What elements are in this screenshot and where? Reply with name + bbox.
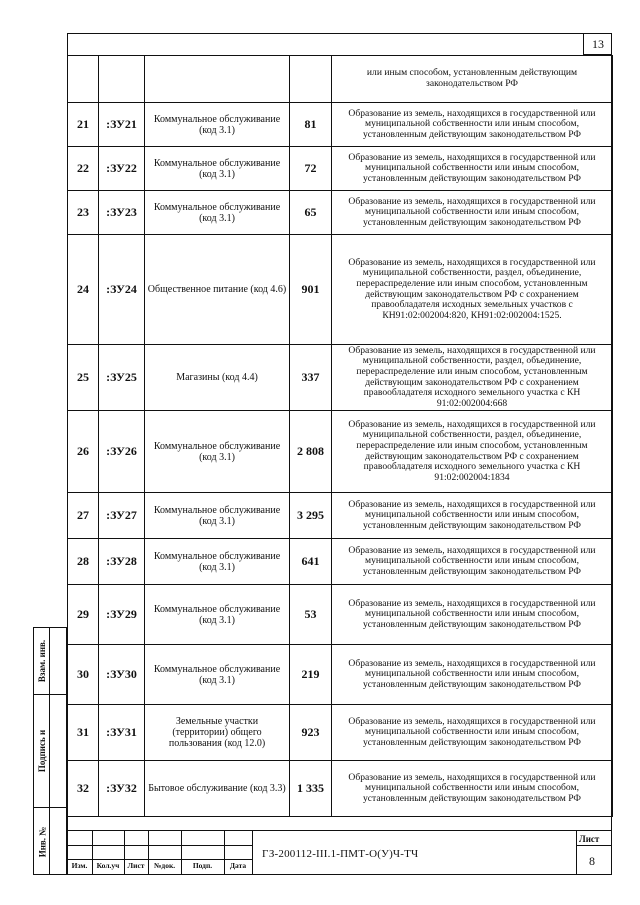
formation-method: Образование из земель, находящихся в государственной или муниципальной собственности или иным способом, установленным действующим законодательством РФ	[332, 493, 613, 539]
formation-method: Образование из земель, находящихся в государственной или муниципальной собственности или иным способом, установленным действующим законодательством РФ	[332, 585, 613, 645]
side-label-signature: Подпись и	[34, 695, 51, 808]
permitted-use: Земельные участки (территории) общего пользования (код 12.0)	[145, 705, 290, 761]
permitted-use: Бытовое обслуживание (код 3.3)	[145, 761, 290, 817]
table-row	[68, 103, 613, 147]
carry-over-row	[68, 56, 613, 103]
plot-area: 65	[290, 191, 332, 235]
row-number: 27	[68, 493, 99, 539]
table-row	[68, 345, 613, 411]
plot-area: 923	[290, 705, 332, 761]
permitted-use: Коммунальное обслуживание (код 3.1)	[145, 645, 290, 705]
formation-method: Образование из земель, находящихся в государственной или муниципальной собственности или иным способом, установленным действующим законодательством РФ	[332, 539, 613, 585]
plot-area: 3 295	[290, 493, 332, 539]
plot-area: 72	[290, 147, 332, 191]
table-row	[68, 585, 613, 645]
table-row	[68, 191, 613, 235]
formation-method: Образование из земель, находящихся в государственной или муниципальной собственности или иным способом, установленным действующим законодательством РФ	[332, 761, 613, 817]
plot-area: 2 808	[290, 411, 332, 493]
formation-method: Образование из земель, находящихся в государственной или муниципальной собственности, раздел, объединение, перераспределение или иным способом, установленным действующим законодательством РФ с сохранением правообладателя исходного земельного участка с КН 91:02:002004:668	[332, 345, 613, 411]
table-row	[68, 235, 613, 345]
plot-area: 219	[290, 645, 332, 705]
permitted-use: Коммунальное обслуживание (код 3.1)	[145, 493, 290, 539]
page-number: 13	[583, 33, 612, 55]
row-number: 28	[68, 539, 99, 585]
table-row	[68, 411, 613, 493]
permitted-use: Коммунальное обслуживание (код 3.1)	[145, 411, 290, 493]
land-plots-table	[67, 55, 613, 817]
plot-code: :ЗУ23	[99, 191, 145, 235]
stamp-col-change: Изм.	[71, 861, 88, 870]
formation-method: Образование из земель, находящихся в государственной или муниципальной собственности, раздел, объединение, перераспределение или иным способом, установленным действующим законодательством РФ с сохранением правообладателя исходных земельных участков с КН91:02:002004:820, КН91:02:002004:1525.	[332, 235, 613, 345]
table-row	[68, 539, 613, 585]
plot-area: 641	[290, 539, 332, 585]
table-row	[68, 147, 613, 191]
row-number: 22	[68, 147, 99, 191]
row-number: 25	[68, 345, 99, 411]
stamp-col-doc: №док.	[153, 861, 176, 870]
formation-method: Образование из земель, находящихся в государственной или муниципальной собственности или иным способом, установленным действующим законодательством РФ	[332, 103, 613, 147]
stamp-col-date: Дата	[229, 861, 247, 870]
table-row	[68, 761, 613, 817]
plot-area: 337	[290, 345, 332, 411]
row-number: 21	[68, 103, 99, 147]
plot-code: :ЗУ27	[99, 493, 145, 539]
stamp-col-signature: Подп.	[192, 861, 213, 870]
formation-method: Образование из земель, находящихся в государственной или муниципальной собственности, раздел, объединение, перераспределение или иным способом, установленным действующим законодательством РФ с сохранением правообладателя исходного земельного участка с КН 91:02:002004:1834	[332, 411, 613, 493]
row-number: 23	[68, 191, 99, 235]
plot-code: :ЗУ25	[99, 345, 145, 411]
document-code: ГЗ-200112-III.1-ПМТ-О(У)Ч-ТЧ	[262, 848, 419, 860]
plot-area: 901	[290, 235, 332, 345]
stamp-col-sheet: Лист	[127, 861, 145, 870]
plot-area: 81	[290, 103, 332, 147]
permitted-use: Магазины (код 4.4)	[145, 345, 290, 411]
formation-method: Образование из земель, находящихся в государственной или муниципальной собственности или иным способом, установленным действующим законодательством РФ	[332, 645, 613, 705]
formation-method: Образование из земель, находящихся в государственной или муниципальной собственности или иным способом, установленным действующим законодательством РФ	[332, 705, 613, 761]
stamp-col-count: Кол.уч	[96, 861, 120, 870]
plot-code: :ЗУ21	[99, 103, 145, 147]
side-label-replacement: Взам. инв.	[34, 628, 51, 695]
sheet-label: Лист	[579, 834, 600, 844]
row-number: 31	[68, 705, 99, 761]
side-label-inventory: Инв. №	[37, 826, 48, 858]
table-row	[68, 493, 613, 539]
side-stamp	[33, 627, 67, 875]
formation-method: Образование из земель, находящихся в государственной или муниципальной собственности или иным способом, установленным действующим законодательством РФ	[332, 147, 613, 191]
row-number: 24	[68, 235, 99, 345]
row-number: 30	[68, 645, 99, 705]
plot-code: :ЗУ29	[99, 585, 145, 645]
permitted-use: Коммунальное обслуживание (код 3.1)	[145, 539, 290, 585]
permitted-use: Общественное питание (код 4.6)	[145, 235, 290, 345]
table-row	[68, 705, 613, 761]
table-row	[68, 645, 613, 705]
row-number: 26	[68, 411, 99, 493]
sheet-number: 8	[589, 854, 595, 868]
formation-method: Образование из земель, находящихся в государственной или муниципальной собственности или иным способом, установленным действующим законодательством РФ	[332, 191, 613, 235]
plot-code: :ЗУ31	[99, 705, 145, 761]
carry-over-text: или иным способом, установленным действующим законодательством РФ	[332, 56, 613, 103]
plot-code: :ЗУ26	[99, 411, 145, 493]
permitted-use: Коммунальное обслуживание (код 3.1)	[145, 585, 290, 645]
permitted-use: Коммунальное обслуживание (код 3.1)	[145, 147, 290, 191]
row-number: 32	[68, 761, 99, 817]
plot-code: :ЗУ32	[99, 761, 145, 817]
plot-code: :ЗУ30	[99, 645, 145, 705]
row-number: 29	[68, 585, 99, 645]
plot-area: 1 335	[290, 761, 332, 817]
plot-area: 53	[290, 585, 332, 645]
permitted-use: Коммунальное обслуживание (код 3.1)	[145, 103, 290, 147]
plot-code: :ЗУ22	[99, 147, 145, 191]
plot-code: :ЗУ28	[99, 539, 145, 585]
plot-code: :ЗУ24	[99, 235, 145, 345]
permitted-use: Коммунальное обслуживание (код 3.1)	[145, 191, 290, 235]
